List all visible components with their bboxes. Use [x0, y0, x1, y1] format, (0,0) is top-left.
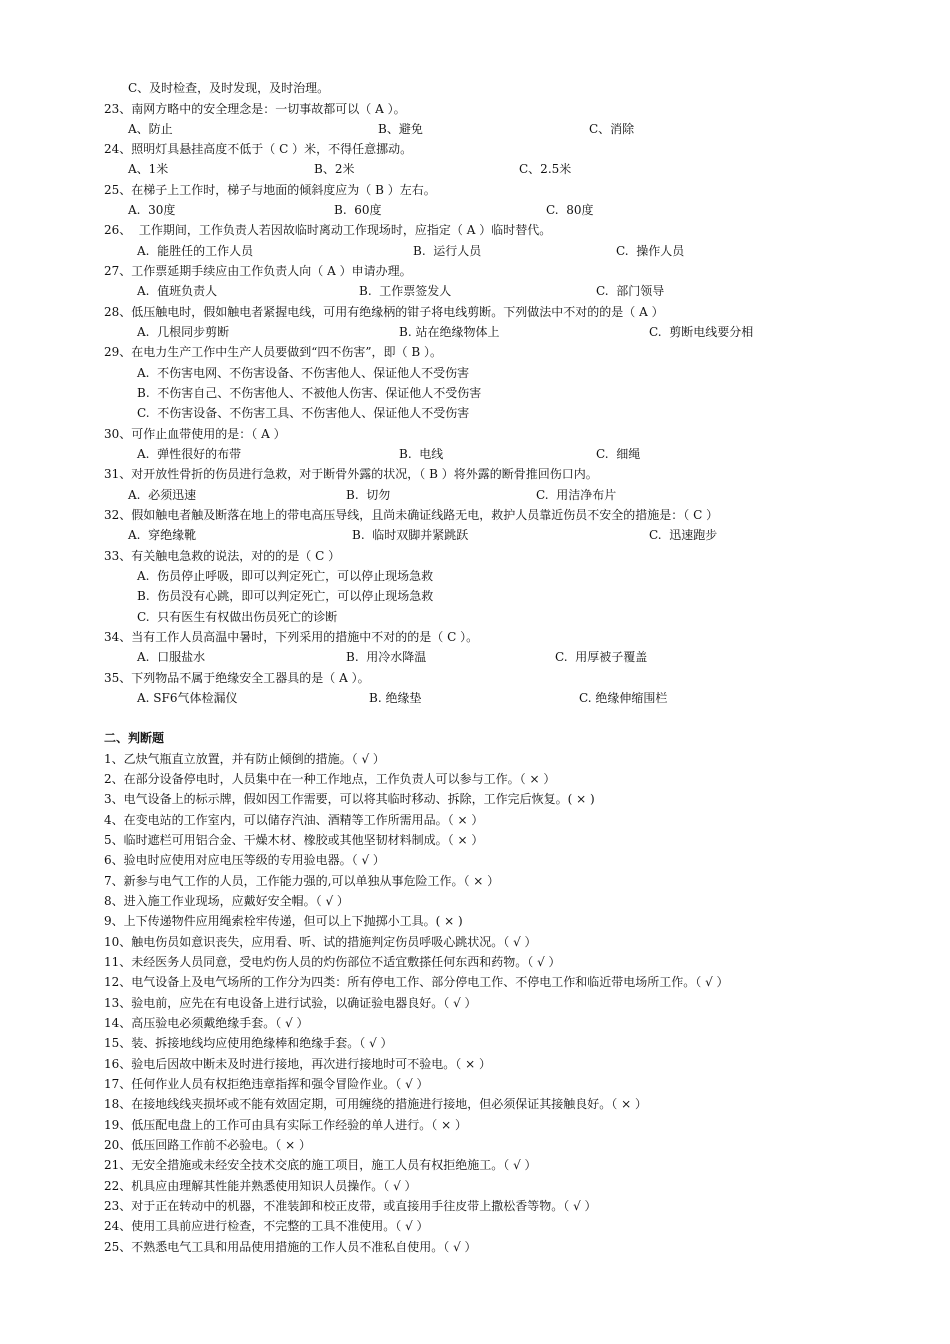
- q27-stem: 27、工作票延期手续应由工作负责人向（ A ）申请办理。: [104, 264, 412, 278]
- q31-stem-line: [0, 464, 950, 484]
- judgment-item: [0, 1216, 950, 1236]
- q26-stem-line: [0, 220, 950, 240]
- q29-option-b-line: [0, 383, 950, 403]
- q35-option-a: A. SF6气体检漏仪: [137, 691, 238, 705]
- judgment-item-text: 15、装、拆接地线均应使用绝缘棒和绝缘手套。（ √ ）: [104, 1036, 393, 1050]
- q28-option-a: A. 几根同步剪断: [137, 325, 230, 339]
- judgment-item-text: 18、在接地线线夹损坏或不能有效固定期，可用缠绕的措施进行接地，但必须保证其接触良好。（ × ）: [104, 1097, 647, 1111]
- judgment-item-text: 8、进入施工作业现场，应戴好安全帽。（ √ ）: [104, 894, 349, 908]
- q35-option-b: B. 绝缘垫: [369, 691, 422, 705]
- q30-options-line: [0, 444, 950, 464]
- q24-options-line: [0, 159, 950, 179]
- q22-option-line: [0, 78, 950, 98]
- q29-option-c-line: [0, 403, 950, 423]
- judgment-item-text: 14、高压验电必须戴绝缘手套。（ √ ）: [104, 1016, 309, 1030]
- q29-option-a: A. 不伤害电网、不伤害设备、不伤害他人、保证他人不受伤害: [137, 366, 470, 380]
- q23-option-b: B、避免: [378, 122, 423, 136]
- q32-options-line: [0, 525, 950, 545]
- q25-stem-line: [0, 180, 950, 200]
- q30-option-c: C. 细绳: [596, 447, 641, 461]
- q30-option-b: B. 电线: [399, 447, 444, 461]
- judgment-item: [0, 1054, 950, 1074]
- q32-option-a: A. 穿绝缘靴: [128, 528, 197, 542]
- q33-option-c-line: [0, 607, 950, 627]
- q35-stem-line: [0, 668, 950, 688]
- judgment-item: [0, 1237, 950, 1257]
- judgment-item: [0, 1094, 950, 1114]
- q23-option-a: A、防止: [128, 122, 173, 136]
- q34-options-line: [0, 647, 950, 667]
- q29-option-b: B. 不伤害自己、不伤害他人、不被他人伤害、保证他人不受伤害: [137, 386, 482, 400]
- q34-option-b: B. 用冷水降温: [346, 650, 427, 664]
- q28-stem-line: [0, 302, 950, 322]
- judgment-item: [0, 871, 950, 891]
- judgment-item-text: 19、低压配电盘上的工作可由具有实际工作经验的单人进行。（ × ）: [104, 1118, 467, 1132]
- judgment-item-text: 25、不熟悉电气工具和用品使用措施的工作人员不准私自使用。（ √ ）: [104, 1240, 477, 1254]
- judgment-item-text: 5、临时遮栏可用铝合金、干燥木材、橡胶或其他坚韧材料制成。（ × ）: [104, 833, 484, 847]
- q31-option-c: C. 用洁净布片: [536, 488, 617, 502]
- q30-stem: 30、可作止血带使用的是：（ A ）: [104, 427, 286, 441]
- q26-option-c: C. 操作人员: [616, 244, 685, 258]
- judgment-item-text: 11、未经医务人员同意，受电灼伤人员的灼伤部位不适宜敷搽任何东西和药物。（ √ ）: [104, 955, 561, 969]
- q26-stem: 26、 工作期间，工作负责人若因故临时离动工作现场时，应指定（ A ）临时替代。: [104, 223, 552, 237]
- q34-option-c: C. 用厚被子覆盖: [555, 650, 648, 664]
- judgment-item: [0, 789, 950, 809]
- judgment-item: [0, 1176, 950, 1196]
- q24-option-a: A、1米: [128, 162, 169, 176]
- q28-options-line: [0, 322, 950, 342]
- judgment-item: [0, 1033, 950, 1053]
- q26-option-a: A. 能胜任的工作人员: [137, 244, 254, 258]
- q28-option-b: B. 站在绝缘物体上: [399, 325, 500, 339]
- judgment-item-text: 16、验电后因故中断未及时进行接地，再次进行接地时可不验电。（ × ）: [104, 1057, 491, 1071]
- judgment-item-text: 17、任何作业人员有权拒绝违章指挥和强令冒险作业。（ √ ）: [104, 1077, 429, 1091]
- q29-stem-line: [0, 342, 950, 362]
- q30-option-a: A. 弹性很好的布带: [137, 447, 242, 461]
- judgment-item: [0, 1013, 950, 1033]
- section-heading-judgment: [0, 728, 950, 748]
- q27-option-a: A. 值班负责人: [137, 284, 218, 298]
- q35-stem: 35、下列物品不属于绝缘安全工器具的是（ A ）。: [104, 671, 370, 685]
- q32-stem: 32、假如触电者触及断落在地上的带电高压导线，且尚未确证线路无电，救护人员靠近伤员不安全的措施是：（ C ）: [104, 508, 719, 522]
- q33-stem-line: [0, 546, 950, 566]
- q29-option-a-line: [0, 363, 950, 383]
- judgment-item-text: 13、验电前，应先在有电设备上进行试验，以确证验电器良好。（ √ ）: [104, 996, 477, 1010]
- q31-option-b: B. 切勿: [346, 488, 391, 502]
- q27-stem-line: [0, 261, 950, 281]
- q27-option-b: B. 工作票签发人: [359, 284, 452, 298]
- q22-option-c: C、及时检查，及时发现，及时治理。: [128, 81, 330, 95]
- judgment-item-text: 12、电气设备上及电气场所的工作分为四类：所有停电工作、部分停电工作、不停电工作和临近带电场所工作。（ √ ）: [104, 975, 729, 989]
- q33-option-a-line: [0, 566, 950, 586]
- judgment-item: [0, 769, 950, 789]
- q33-option-b-line: [0, 586, 950, 606]
- judgment-item-text: 10、触电伤员如意识丧失，应用看、听、试的措施判定伤员呼吸心跳状况。（ √ ）: [104, 935, 537, 949]
- q33-option-a: A. 伤员停止呼吸，即可以判定死亡，可以停止现场急救: [137, 569, 434, 583]
- judgment-item: [0, 1135, 950, 1155]
- q27-options-line: [0, 281, 950, 301]
- q25-option-c: C. 80度: [546, 203, 594, 217]
- q24-option-c: C、2.5米: [519, 162, 572, 176]
- q34-option-a: A. 口服盐水: [137, 650, 206, 664]
- q23-stem-line: [0, 99, 950, 119]
- judgment-item-text: 6、验电时应使用对应电压等级的专用验电器。（ √ ）: [104, 853, 385, 867]
- q25-stem: 25、在梯子上工作时，梯子与地面的倾斜度应为（ B ）左右。: [104, 183, 436, 197]
- q25-option-b: B. 60度: [334, 203, 382, 217]
- q30-stem-line: [0, 424, 950, 444]
- judgment-item-text: 22、机具应由理解其性能并熟悉使用知识人员操作。（ √ ）: [104, 1179, 417, 1193]
- q29-stem: 29、在电力生产工作中生产人员要做到“四不伤害”，即（ B ）。: [104, 345, 442, 359]
- q24-option-b: B、2米: [314, 162, 355, 176]
- judgment-item-text: 2、在部分设备停电时，人员集中在一种工作地点，工作负责人可以参与工作。（ × ）: [104, 772, 556, 786]
- q26-options-line: [0, 241, 950, 261]
- judgment-item: [0, 850, 950, 870]
- judgment-item: [0, 891, 950, 911]
- q23-options-line: [0, 119, 950, 139]
- judgment-item-text: 1、乙炔气瓶直立放置，并有防止倾倒的措施。（ √ ）: [104, 752, 385, 766]
- q34-stem-line: [0, 627, 950, 647]
- judgment-item: [0, 952, 950, 972]
- q24-stem: 24、照明灯具悬挂高度不低于（ C ）米，不得任意挪动。: [104, 142, 413, 156]
- q24-stem-line: [0, 139, 950, 159]
- judgment-item: [0, 749, 950, 769]
- q32-option-b: B. 临时双脚并紧跳跃: [352, 528, 469, 542]
- judgment-item: [0, 993, 950, 1013]
- q29-option-c: C. 不伤害设备、不伤害工具、不伤害他人、保证他人不受伤害: [137, 406, 470, 420]
- judgment-item-text: 7、新参与电气工作的人员，工作能力强的,可以单独从事危险工作。（ × ）: [104, 874, 500, 888]
- judgment-item: [0, 1155, 950, 1175]
- q28-option-c: C. 剪断电线要分相: [649, 325, 754, 339]
- q33-option-c: C. 只有医生有权做出伤员死亡的诊断: [137, 610, 338, 624]
- judgment-item: [0, 932, 950, 952]
- q33-option-b: B. 伤员没有心跳，即可以判定死亡，可以停止现场急救: [137, 589, 434, 603]
- q32-stem-line: [0, 505, 950, 525]
- section-heading-text: 二、判断题: [104, 731, 165, 745]
- q23-option-c: C、消除: [589, 122, 635, 136]
- q31-stem: 31、对开放性骨折的伤员进行急救，对于断骨外露的状况，（ B ）将外露的断骨推回伤口内。: [104, 467, 598, 481]
- q27-option-c: C. 部门领导: [596, 284, 665, 298]
- judgment-item-text: 20、低压回路工作前不必验电。（ × ）: [104, 1138, 311, 1152]
- q25-option-a: A. 30度: [128, 203, 176, 217]
- judgment-item: [0, 911, 950, 931]
- q28-stem: 28、低压触电时，假如触电者紧握电线，可用有绝缘柄的钳子将电线剪断。下列做法中不对的的是（ A ）: [104, 305, 664, 319]
- q23-stem: 23、南网方略中的安全理念是：一切事故都可以（ A ）。: [104, 102, 406, 116]
- judgment-item-text: 21、无安全措施或未经安全技术交底的施工项目，施工人员有权拒绝施工。（ √ ）: [104, 1158, 537, 1172]
- q34-stem: 34、当有工作人员高温中暑时，下列采用的措施中不对的的是（ C ）。: [104, 630, 479, 644]
- judgment-item-text: 3、电气设备上的标示牌，假如因工作需要，可以将其临时移动、拆除，工作完后恢复。( × ): [104, 792, 595, 806]
- q32-option-c: C. 迅速跑步: [649, 528, 718, 542]
- judgment-item: [0, 1074, 950, 1094]
- judgment-item: [0, 1196, 950, 1216]
- q35-options-line: [0, 688, 950, 708]
- judgment-item-text: 9、上下传递物件应用绳索栓牢传递，但可以上下抛掷小工具。( × ): [104, 914, 463, 928]
- q35-option-c: C. 绝缘伸缩围栏: [579, 691, 668, 705]
- judgment-item-text: 24、使用工具前应进行检查，不完整的工具不准使用。（ √ ）: [104, 1219, 429, 1233]
- judgment-item-text: 4、在变电站的工作室内，可以储存汽油、酒精等工作所需用品。（ × ）: [104, 813, 484, 827]
- q31-option-a: A. 必须迅速: [128, 488, 197, 502]
- judgment-item: [0, 1115, 950, 1135]
- q25-options-line: [0, 200, 950, 220]
- judgment-item: [0, 810, 950, 830]
- judgment-item-text: 23、对于正在转动中的机器，不准装卸和校正皮带，或直接用手往皮带上撒松香等物。（ √ ）: [104, 1199, 597, 1213]
- judgment-item: [0, 830, 950, 850]
- q31-options-line: [0, 485, 950, 505]
- q26-option-b: B. 运行人员: [413, 244, 482, 258]
- judgment-item: [0, 972, 950, 992]
- q33-stem: 33、有关触电急救的说法，对的的是（ C ）: [104, 549, 341, 563]
